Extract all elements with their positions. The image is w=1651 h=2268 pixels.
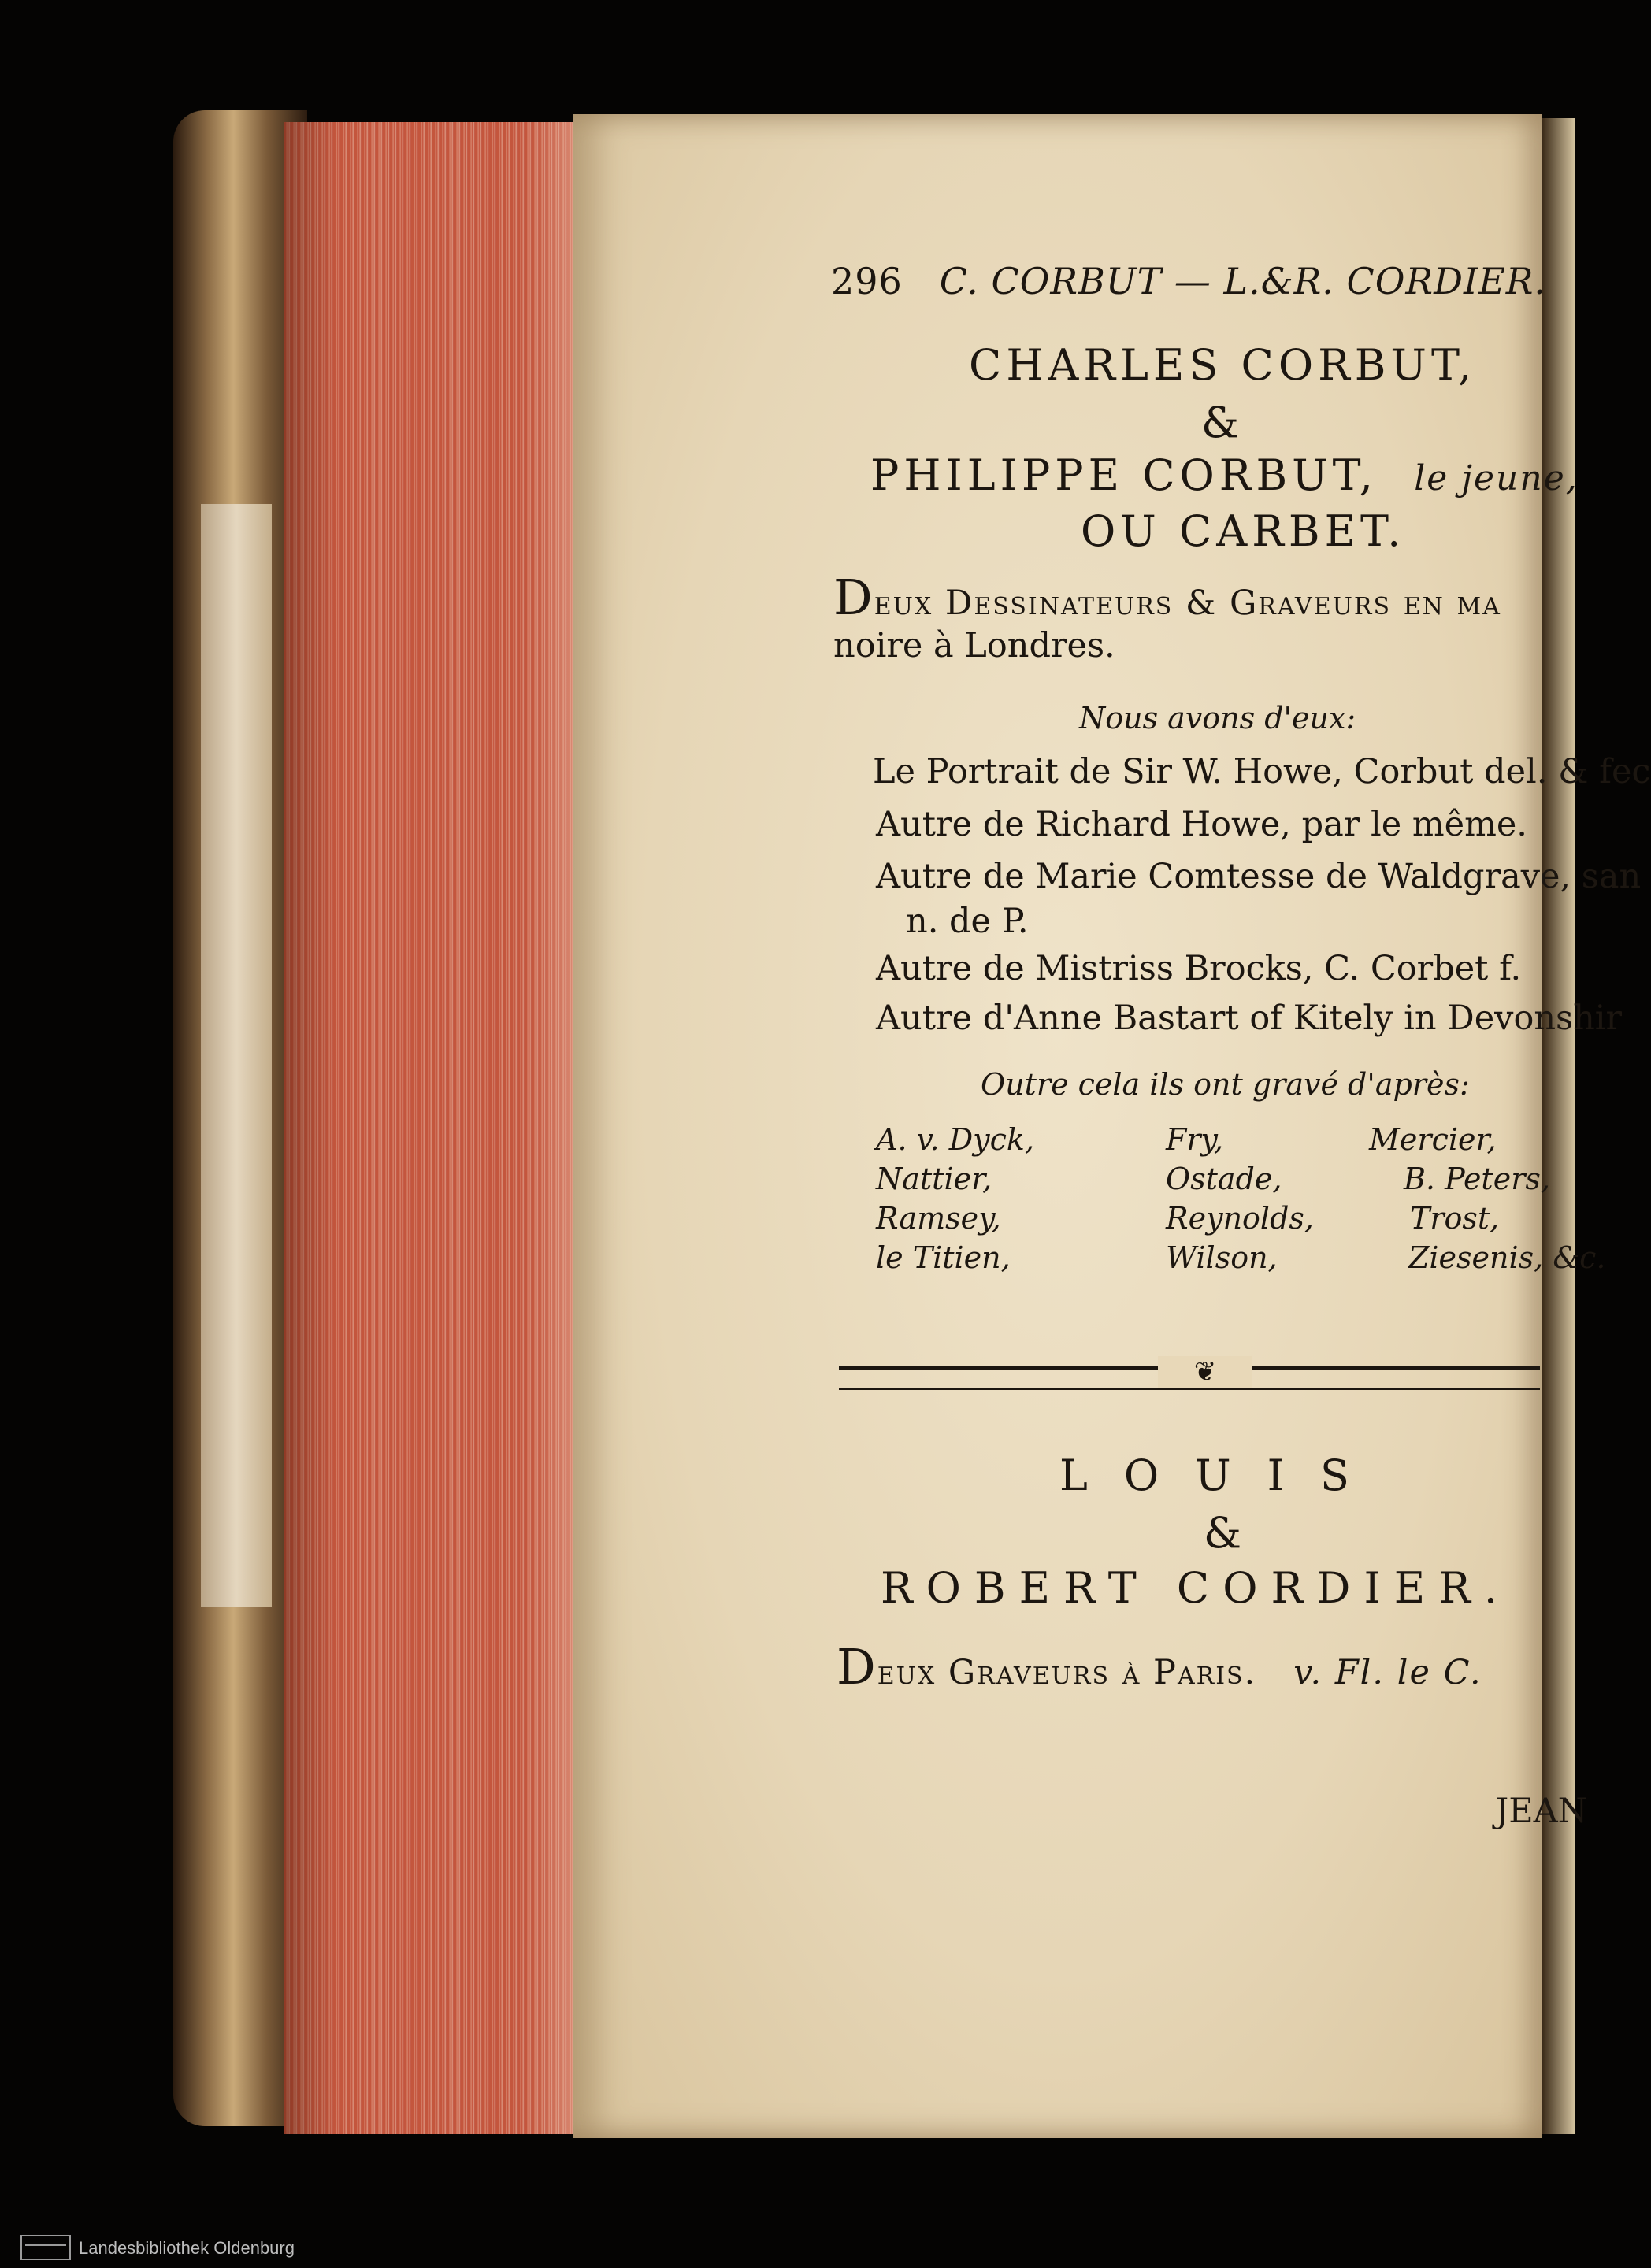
entry2-ampersand: & [1204,1508,1247,1558]
work-item: Autre de Mistriss Brocks, C. Corbet f. [876,949,1522,988]
entry2-title-line2: ROBERT CORDIER. [881,1563,1512,1613]
entry1-ampersand: & [1201,398,1245,447]
entry1-title-line3: OU CARBET. [1081,506,1406,556]
entry1-description-line1-rest: eux Dessinateurs & Graveurs en ma [874,584,1501,623]
entry1-title-line2 [870,450,1579,500]
artist-name: A. v. Dyck, [876,1122,1035,1157]
entry2-reference: v. Fl. le C. [1293,1653,1482,1692]
fleuron-ornament-icon: ❦ [1158,1356,1252,1388]
work-item: Autre d'Anne Bastart of Kitely in Devonshir [876,999,1623,1038]
next-page-edge [1542,118,1575,2134]
entry1-title-line2-suffix: le jeune, [1414,458,1579,498]
running-head-text: C. CORBUT — L.&R. CORDIER. [939,260,1546,302]
entry2-description-rest: eux Graveurs à Paris. [877,1653,1257,1692]
artist-name: Trost, [1410,1201,1500,1236]
book-board [201,504,272,1606]
page-edges [284,122,575,2134]
entry1-description-line2: noire à Londres. [833,626,1115,665]
entry1-title-line2-name: PHILIPPE CORBUT, [870,450,1378,500]
artist-name: Ziesenis, &c. [1408,1240,1606,1275]
work-item: Autre de Marie Comtesse de Waldgrave, san [876,857,1642,896]
drop-initial: D [837,1638,877,1695]
drop-initial: D [833,569,874,626]
entry1-title-line1: CHARLES CORBUT, [969,340,1477,390]
entry1-subheading: Nous avons d'eux: [1079,701,1356,736]
entry2-title-line1: LOUIS [1059,1451,1386,1500]
running-head [831,260,1546,302]
library-credit: Landesbibliothek Oldenburg [79,2238,295,2258]
artist-name: Fry, [1166,1122,1224,1157]
page-number: 296 [831,260,903,302]
entry1-after-heading: Outre cela ils ont gravé d'après: [981,1067,1470,1102]
artist-name: Wilson, [1166,1240,1278,1275]
artist-name: Nattier, [876,1162,992,1196]
artist-name: B. Peters, [1404,1162,1550,1196]
artist-name: Mercier, [1369,1122,1497,1157]
library-logo-icon [20,2235,71,2260]
catchword: JEAN [1495,1792,1588,1831]
artist-name: le Titien, [876,1240,1011,1275]
entry1-description-line1 [833,569,1501,626]
work-item: Le Portrait de Sir W. Howe, Corbut del. & fec [873,752,1651,791]
artist-name: Ostade, [1166,1162,1282,1196]
artist-name: Ramsey, [876,1201,1001,1236]
work-item: n. de P. [906,902,1029,941]
work-item: Autre de Richard Howe, par le même. [876,805,1527,844]
entry2-description [837,1638,1482,1695]
artist-name: Reynolds, [1166,1201,1314,1236]
